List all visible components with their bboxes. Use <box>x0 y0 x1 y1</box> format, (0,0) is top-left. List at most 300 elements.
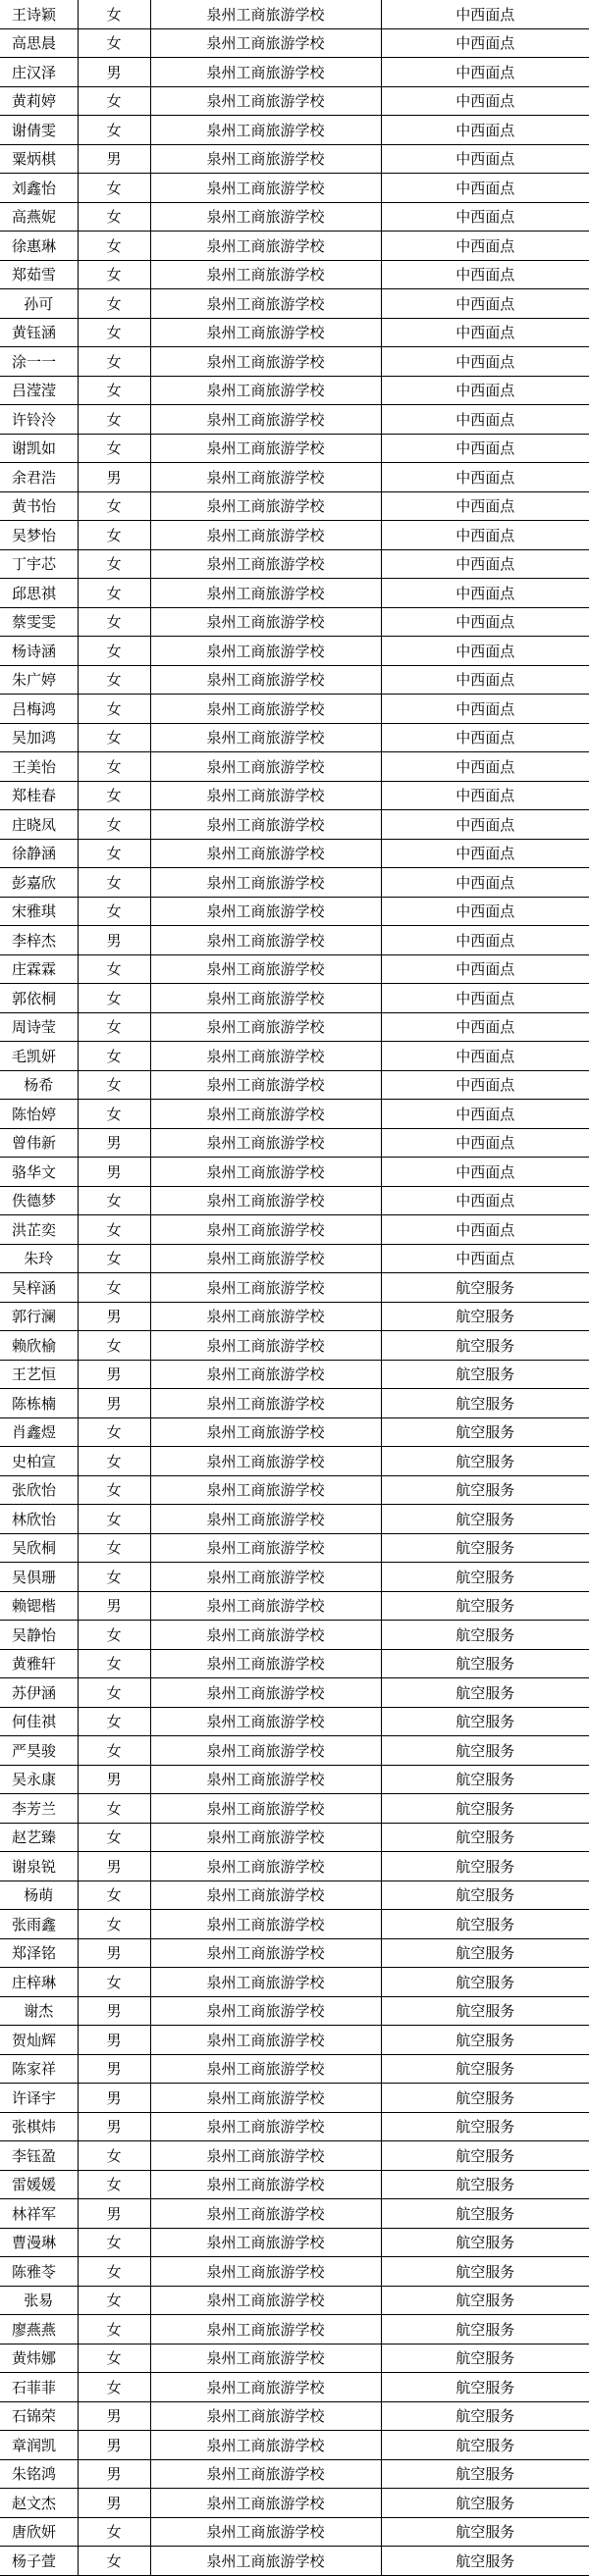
name-cell: 石菲菲 <box>0 2373 78 2402</box>
major-cell: 航空服务 <box>381 2026 589 2055</box>
name-cell: 赵艺臻 <box>0 1823 78 1852</box>
gender-cell: 女 <box>78 1707 150 1736</box>
major-cell: 中西面点 <box>381 232 589 261</box>
gender-cell: 女 <box>78 1475 150 1505</box>
major-cell: 中西面点 <box>381 28 589 58</box>
table-row <box>0 1475 589 1505</box>
school-cell: 泉州工商旅游学校 <box>150 810 381 840</box>
name-cell: 丁宇芯 <box>0 549 78 579</box>
school-cell: 泉州工商旅游学校 <box>150 1042 381 1071</box>
major-cell: 航空服务 <box>381 1649 589 1678</box>
school-cell: 泉州工商旅游学校 <box>150 926 381 955</box>
gender-cell: 男 <box>78 2489 150 2518</box>
name-cell: 粟炳棋 <box>0 144 78 174</box>
school-cell: 泉州工商旅游学校 <box>150 2286 381 2315</box>
major-cell: 中西面点 <box>381 810 589 840</box>
major-cell: 中西面点 <box>381 637 589 666</box>
table-row <box>0 1996 589 2026</box>
table-row <box>0 2141 589 2171</box>
major-cell: 航空服务 <box>381 1360 589 1389</box>
major-cell: 航空服务 <box>381 1621 589 1650</box>
gender-cell: 男 <box>78 2054 150 2084</box>
name-cell: 吕滢滢 <box>0 376 78 405</box>
name-cell: 杨萌 <box>0 1880 78 1910</box>
name-cell: 余君浩 <box>0 463 78 492</box>
gender-cell: 女 <box>78 1244 150 1273</box>
school-cell: 泉州工商旅游学校 <box>150 405 381 435</box>
table-row <box>0 2315 589 2344</box>
major-cell: 航空服务 <box>381 2344 589 2373</box>
school-cell: 泉州工商旅游学校 <box>150 1128 381 1158</box>
name-cell: 吕梅鸿 <box>0 695 78 724</box>
name-cell: 彭嘉欣 <box>0 868 78 898</box>
gender-cell: 女 <box>78 607 150 637</box>
school-cell: 泉州工商旅游学校 <box>150 1302 381 1331</box>
name-cell: 邱思祺 <box>0 579 78 608</box>
school-cell: 泉州工商旅游学校 <box>150 984 381 1013</box>
major-cell: 航空服务 <box>381 1794 589 1824</box>
name-cell: 史柏宣 <box>0 1447 78 1476</box>
major-cell: 中西面点 <box>381 665 589 695</box>
major-cell: 中西面点 <box>381 86 589 116</box>
gender-cell: 男 <box>78 2112 150 2141</box>
school-cell: 泉州工商旅游学校 <box>150 1880 381 1910</box>
school-cell: 泉州工商旅游学校 <box>150 868 381 898</box>
table-row <box>0 376 589 405</box>
name-cell: 陈家祥 <box>0 2054 78 2084</box>
name-cell: 杨希 <box>0 1070 78 1100</box>
gender-cell: 女 <box>78 2257 150 2287</box>
name-cell: 吴梦怡 <box>0 521 78 550</box>
school-cell: 泉州工商旅游学校 <box>150 2547 381 2576</box>
table-row <box>0 144 589 174</box>
table-row <box>0 2112 589 2141</box>
school-cell: 泉州工商旅游学校 <box>150 1794 381 1824</box>
name-cell: 蔡雯雯 <box>0 607 78 637</box>
school-cell: 泉州工商旅游学校 <box>150 1012 381 1042</box>
gender-cell: 女 <box>78 1012 150 1042</box>
gender-cell: 男 <box>78 1591 150 1621</box>
major-cell: 航空服务 <box>381 1996 589 2026</box>
school-cell: 泉州工商旅游学校 <box>150 521 381 550</box>
major-cell: 中西面点 <box>381 954 589 984</box>
major-cell: 中西面点 <box>381 1100 589 1129</box>
major-cell: 航空服务 <box>381 1823 589 1852</box>
name-cell: 庄晓凤 <box>0 810 78 840</box>
gender-cell: 女 <box>78 2228 150 2257</box>
name-cell: 徐静涵 <box>0 839 78 868</box>
name-cell: 陈雅苓 <box>0 2257 78 2287</box>
gender-cell: 女 <box>78 434 150 463</box>
school-cell: 泉州工商旅游学校 <box>150 1505 381 1534</box>
school-cell: 泉州工商旅游学校 <box>150 116 381 145</box>
table-row <box>0 2084 589 2113</box>
school-cell: 泉州工商旅游学校 <box>150 1621 381 1650</box>
table-row <box>0 174 589 203</box>
gender-cell: 女 <box>78 1621 150 1650</box>
gender-cell: 女 <box>78 0 150 28</box>
table-row <box>0 1621 589 1650</box>
name-cell: 郑泽铭 <box>0 1938 78 1968</box>
major-cell: 航空服务 <box>381 1417 589 1447</box>
school-cell: 泉州工商旅游学校 <box>150 1447 381 1476</box>
name-cell: 涂一一 <box>0 347 78 377</box>
school-cell: 泉州工商旅游学校 <box>150 1215 381 1245</box>
gender-cell: 女 <box>78 868 150 898</box>
gender-cell: 女 <box>78 839 150 868</box>
school-cell: 泉州工商旅游学校 <box>150 0 381 28</box>
table-row <box>0 2401 589 2431</box>
major-cell: 中西面点 <box>381 289 589 319</box>
table-row <box>0 2170 589 2199</box>
name-cell: 章润凯 <box>0 2431 78 2460</box>
gender-cell: 女 <box>78 1447 150 1476</box>
table-row <box>0 954 589 984</box>
gender-cell: 女 <box>78 1070 150 1100</box>
school-cell: 泉州工商旅游学校 <box>150 637 381 666</box>
gender-cell: 女 <box>78 376 150 405</box>
school-cell: 泉州工商旅游学校 <box>150 839 381 868</box>
name-cell: 高燕妮 <box>0 202 78 232</box>
table-row <box>0 232 589 261</box>
major-cell: 中西面点 <box>381 1012 589 1042</box>
gender-cell: 男 <box>78 2459 150 2489</box>
table-row <box>0 781 589 810</box>
major-cell: 航空服务 <box>381 2084 589 2113</box>
table-row <box>0 1707 589 1736</box>
table-row <box>0 1910 589 1939</box>
table-row <box>0 58 589 87</box>
table-row <box>0 752 589 782</box>
table-row <box>0 1417 589 1447</box>
name-cell: 黄炜娜 <box>0 2344 78 2373</box>
major-cell: 中西面点 <box>381 781 589 810</box>
major-cell: 航空服务 <box>381 2286 589 2315</box>
major-cell: 中西面点 <box>381 58 589 87</box>
school-cell: 泉州工商旅游学校 <box>150 1765 381 1794</box>
name-cell: 骆华文 <box>0 1158 78 1187</box>
table-row <box>0 1852 589 1881</box>
name-cell: 唐欣妍 <box>0 2517 78 2547</box>
major-cell: 中西面点 <box>381 1215 589 1245</box>
name-cell: 郭依桐 <box>0 984 78 1013</box>
gender-cell: 女 <box>78 1042 150 1071</box>
table-row <box>0 2228 589 2257</box>
school-cell: 泉州工商旅游学校 <box>150 58 381 87</box>
major-cell: 中西面点 <box>381 549 589 579</box>
gender-cell: 女 <box>78 1186 150 1215</box>
table-row <box>0 202 589 232</box>
table-row <box>0 1186 589 1215</box>
gender-cell: 女 <box>78 202 150 232</box>
school-cell: 泉州工商旅游学校 <box>150 2401 381 2431</box>
name-cell: 宋雅琪 <box>0 897 78 926</box>
table-row <box>0 1128 589 1158</box>
table-row <box>0 347 589 377</box>
gender-cell: 女 <box>78 984 150 1013</box>
major-cell: 航空服务 <box>381 1563 589 1592</box>
major-cell: 航空服务 <box>381 1880 589 1910</box>
name-cell: 洪芷奕 <box>0 1215 78 1245</box>
name-cell: 李钰盈 <box>0 2141 78 2171</box>
major-cell: 中西面点 <box>381 521 589 550</box>
school-cell: 泉州工商旅游学校 <box>150 2112 381 2141</box>
school-cell: 泉州工商旅游学校 <box>150 579 381 608</box>
table-row <box>0 637 589 666</box>
gender-cell: 女 <box>78 810 150 840</box>
school-cell: 泉州工商旅游学校 <box>150 1533 381 1563</box>
gender-cell: 女 <box>78 1649 150 1678</box>
table-row <box>0 1158 589 1187</box>
school-cell: 泉州工商旅游学校 <box>150 2459 381 2489</box>
major-cell: 航空服务 <box>381 1475 589 1505</box>
school-cell: 泉州工商旅游学校 <box>150 1591 381 1621</box>
gender-cell: 女 <box>78 897 150 926</box>
school-cell: 泉州工商旅游学校 <box>150 2026 381 2055</box>
school-cell: 泉州工商旅游学校 <box>150 2315 381 2344</box>
school-cell: 泉州工商旅游学校 <box>150 1938 381 1968</box>
school-cell: 泉州工商旅游学校 <box>150 260 381 289</box>
school-cell: 泉州工商旅游学校 <box>150 1244 381 1273</box>
school-cell: 泉州工商旅游学校 <box>150 954 381 984</box>
table-row <box>0 463 589 492</box>
name-cell: 周诗莹 <box>0 1012 78 1042</box>
school-cell: 泉州工商旅游学校 <box>150 607 381 637</box>
school-cell: 泉州工商旅游学校 <box>150 202 381 232</box>
gender-cell: 女 <box>78 1563 150 1592</box>
table-row <box>0 1360 589 1389</box>
name-cell: 雷媛媛 <box>0 2170 78 2199</box>
major-cell: 航空服务 <box>381 1736 589 1766</box>
major-cell: 航空服务 <box>381 1910 589 1939</box>
school-cell: 泉州工商旅游学校 <box>150 434 381 463</box>
major-cell: 航空服务 <box>381 1447 589 1476</box>
major-cell: 航空服务 <box>381 1302 589 1331</box>
gender-cell: 女 <box>78 318 150 347</box>
name-cell: 吴永康 <box>0 1765 78 1794</box>
table-row <box>0 1968 589 1997</box>
major-cell: 中西面点 <box>381 984 589 1013</box>
table-row <box>0 289 589 319</box>
school-cell: 泉州工商旅游学校 <box>150 2199 381 2229</box>
gender-cell: 男 <box>78 2026 150 2055</box>
school-cell: 泉州工商旅游学校 <box>150 723 381 752</box>
name-cell: 刘鑫怡 <box>0 174 78 203</box>
name-cell: 林祥军 <box>0 2199 78 2229</box>
table-row <box>0 405 589 435</box>
major-cell: 航空服务 <box>381 2228 589 2257</box>
gender-cell: 男 <box>78 1158 150 1187</box>
name-cell: 廖燕燕 <box>0 2315 78 2344</box>
table-row <box>0 1736 589 1766</box>
school-cell: 泉州工商旅游学校 <box>150 174 381 203</box>
gender-cell: 男 <box>78 1852 150 1881</box>
gender-cell: 女 <box>78 232 150 261</box>
table-row <box>0 839 589 868</box>
table-row <box>0 2547 589 2576</box>
name-cell: 吴梓涵 <box>0 1273 78 1303</box>
gender-cell: 女 <box>78 1736 150 1766</box>
school-cell: 泉州工商旅游学校 <box>150 1475 381 1505</box>
name-cell: 杨子萱 <box>0 2547 78 2576</box>
school-cell: 泉州工商旅游学校 <box>150 2054 381 2084</box>
major-cell: 中西面点 <box>381 695 589 724</box>
major-cell: 航空服务 <box>381 2547 589 2576</box>
major-cell: 中西面点 <box>381 1128 589 1158</box>
gender-cell: 女 <box>78 1880 150 1910</box>
school-cell: 泉州工商旅游学校 <box>150 28 381 58</box>
name-cell: 黄莉婷 <box>0 86 78 116</box>
gender-cell: 男 <box>78 1996 150 2026</box>
name-cell: 肖鑫煜 <box>0 1417 78 1447</box>
gender-cell: 女 <box>78 579 150 608</box>
school-cell: 泉州工商旅游学校 <box>150 1852 381 1881</box>
gender-cell: 女 <box>78 2517 150 2547</box>
name-cell: 赖欣榆 <box>0 1331 78 1361</box>
school-cell: 泉州工商旅游学校 <box>150 2257 381 2287</box>
major-cell: 中西面点 <box>381 1244 589 1273</box>
name-cell: 陈怡婷 <box>0 1100 78 1129</box>
name-cell: 庄霖霖 <box>0 954 78 984</box>
table-row <box>0 810 589 840</box>
name-cell: 庄汉泽 <box>0 58 78 87</box>
gender-cell: 男 <box>78 926 150 955</box>
major-cell: 航空服务 <box>381 2112 589 2141</box>
major-cell: 航空服务 <box>381 2170 589 2199</box>
table-row <box>0 2517 589 2547</box>
name-cell: 林欣怡 <box>0 1505 78 1534</box>
name-cell: 佚德梦 <box>0 1186 78 1215</box>
major-cell: 中西面点 <box>381 260 589 289</box>
major-cell: 中西面点 <box>381 723 589 752</box>
major-cell: 航空服务 <box>381 1678 589 1708</box>
name-cell: 李芳兰 <box>0 1794 78 1824</box>
name-cell: 赵文杰 <box>0 2489 78 2518</box>
school-cell: 泉州工商旅游学校 <box>150 1707 381 1736</box>
table-row <box>0 579 589 608</box>
gender-cell: 女 <box>78 781 150 810</box>
school-cell: 泉州工商旅游学校 <box>150 1273 381 1303</box>
table-row <box>0 1794 589 1824</box>
name-cell: 黄书怡 <box>0 491 78 521</box>
table-row <box>0 723 589 752</box>
name-cell: 吴静怡 <box>0 1621 78 1650</box>
gender-cell: 女 <box>78 1823 150 1852</box>
name-cell: 朱广婷 <box>0 665 78 695</box>
table-row <box>0 868 589 898</box>
table-row <box>0 665 589 695</box>
school-cell: 泉州工商旅游学校 <box>150 752 381 782</box>
school-cell: 泉州工商旅游学校 <box>150 1186 381 1215</box>
school-cell: 泉州工商旅游学校 <box>150 1070 381 1100</box>
school-cell: 泉州工商旅游学校 <box>150 1678 381 1708</box>
name-cell: 庄梓琳 <box>0 1968 78 1997</box>
gender-cell: 女 <box>78 1215 150 1245</box>
school-cell: 泉州工商旅游学校 <box>150 2170 381 2199</box>
gender-cell: 女 <box>78 174 150 203</box>
gender-cell: 女 <box>78 491 150 521</box>
school-cell: 泉州工商旅游学校 <box>150 897 381 926</box>
major-cell: 航空服务 <box>381 1968 589 1997</box>
name-cell: 朱铭鸿 <box>0 2459 78 2489</box>
table-row <box>0 1273 589 1303</box>
name-cell: 孙可 <box>0 289 78 319</box>
gender-cell: 男 <box>78 1128 150 1158</box>
table-row <box>0 1505 589 1534</box>
gender-cell: 女 <box>78 1417 150 1447</box>
major-cell: 中西面点 <box>381 174 589 203</box>
major-cell: 中西面点 <box>381 607 589 637</box>
major-cell: 航空服务 <box>381 2373 589 2402</box>
gender-cell: 女 <box>78 2315 150 2344</box>
school-cell: 泉州工商旅游学校 <box>150 1389 381 1418</box>
major-cell: 航空服务 <box>381 2315 589 2344</box>
table-row <box>0 2431 589 2460</box>
major-cell: 中西面点 <box>381 1042 589 1071</box>
major-cell: 中西面点 <box>381 144 589 174</box>
table-row <box>0 2344 589 2373</box>
major-cell: 中西面点 <box>381 0 589 28</box>
school-cell: 泉州工商旅游学校 <box>150 1563 381 1592</box>
school-cell: 泉州工商旅游学校 <box>150 781 381 810</box>
table-row <box>0 1678 589 1708</box>
table-row <box>0 116 589 145</box>
gender-cell: 男 <box>78 1302 150 1331</box>
major-cell: 航空服务 <box>381 1331 589 1361</box>
table-row <box>0 1533 589 1563</box>
name-cell: 黄钰涵 <box>0 318 78 347</box>
major-cell: 中西面点 <box>381 116 589 145</box>
gender-cell: 男 <box>78 1360 150 1389</box>
gender-cell: 女 <box>78 665 150 695</box>
major-cell: 中西面点 <box>381 318 589 347</box>
gender-cell: 男 <box>78 1765 150 1794</box>
gender-cell: 女 <box>78 2170 150 2199</box>
school-cell: 泉州工商旅游学校 <box>150 1331 381 1361</box>
major-cell: 中西面点 <box>381 491 589 521</box>
school-cell: 泉州工商旅游学校 <box>150 2228 381 2257</box>
school-cell: 泉州工商旅游学校 <box>150 232 381 261</box>
major-cell: 航空服务 <box>381 1591 589 1621</box>
table-row <box>0 2459 589 2489</box>
name-cell: 谢倩雯 <box>0 116 78 145</box>
school-cell: 泉州工商旅游学校 <box>150 2141 381 2171</box>
school-cell: 泉州工商旅游学校 <box>150 1736 381 1766</box>
gender-cell: 男 <box>78 2401 150 2431</box>
major-cell: 航空服务 <box>381 2141 589 2171</box>
table-row <box>0 1100 589 1129</box>
table-row <box>0 434 589 463</box>
gender-cell: 男 <box>78 2431 150 2460</box>
table-row <box>0 1447 589 1476</box>
major-cell: 航空服务 <box>381 2401 589 2431</box>
name-cell: 吴加鸿 <box>0 723 78 752</box>
name-cell: 何佳祺 <box>0 1707 78 1736</box>
table-row <box>0 1042 589 1071</box>
gender-cell: 女 <box>78 723 150 752</box>
name-cell: 朱玲 <box>0 1244 78 1273</box>
gender-cell: 女 <box>78 2547 150 2576</box>
name-cell: 王美怡 <box>0 752 78 782</box>
school-cell: 泉州工商旅游学校 <box>150 1649 381 1678</box>
table-row <box>0 1591 589 1621</box>
major-cell: 中西面点 <box>381 376 589 405</box>
major-cell: 中西面点 <box>381 897 589 926</box>
table-row <box>0 984 589 1013</box>
gender-cell: 女 <box>78 637 150 666</box>
name-cell: 徐惠琳 <box>0 232 78 261</box>
gender-cell: 女 <box>78 1910 150 1939</box>
